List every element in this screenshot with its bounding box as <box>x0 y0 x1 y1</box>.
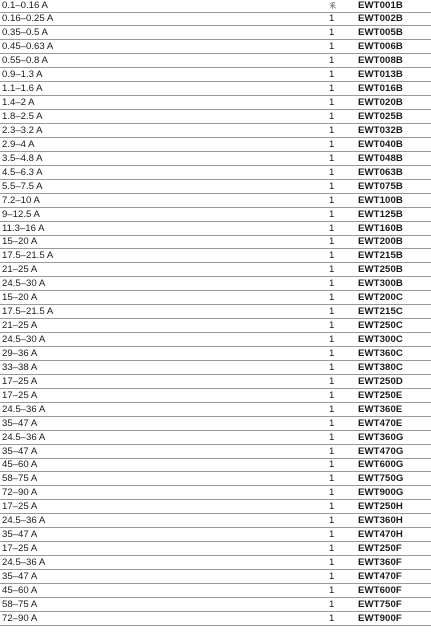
part-number-cell: EWT160B <box>358 222 403 234</box>
quantity-cell: 1 <box>329 111 335 122</box>
part-number-cell: EWT360H <box>358 515 403 527</box>
quantity-cell: 1 <box>329 529 335 541</box>
part-number-cell: EWT250C <box>358 320 403 332</box>
quantity-cell: 1 <box>329 194 335 206</box>
quantity-cell: 1 <box>329 320 335 332</box>
current-range-cell: 35–47 A <box>2 417 38 429</box>
table-row <box>0 598 431 612</box>
current-range-cell: 17–25 A <box>2 543 38 555</box>
quantity-cell: 1 <box>329 445 335 457</box>
table-row <box>0 584 431 598</box>
part-number-cell: EWT360E <box>358 403 403 415</box>
part-number-cell: EWT900G <box>358 487 404 499</box>
part-number-cell: EWT360F <box>358 557 402 568</box>
part-number-cell: EWT200B <box>358 236 403 248</box>
current-range-cell: 21–25 A <box>2 320 38 332</box>
quantity-cell: 1 <box>329 124 335 136</box>
part-number-cell: EWT750G <box>358 473 404 485</box>
current-range-cell: 72–90 A <box>2 612 38 624</box>
part-number-cell: EWT250F <box>358 543 402 555</box>
quantity-cell: 1 <box>329 431 335 443</box>
current-range-cell: 0.9–1.3 A <box>2 69 43 81</box>
part-number-cell: EWT200C <box>358 292 403 304</box>
current-range-cell: 45–60 A <box>2 584 38 596</box>
current-range-cell: 15–20 A <box>2 236 38 248</box>
quantity-cell: 1 <box>329 97 335 109</box>
current-range-cell: 4.5–6.3 A <box>2 166 43 178</box>
current-range-cell: 24.5–36 A <box>2 515 46 527</box>
part-number-cell: EWT250H <box>358 501 403 513</box>
current-range-cell: 0.45–0.63 A <box>2 41 54 53</box>
current-range-cell: 17–25 A <box>2 389 38 401</box>
table-row <box>0 263 431 277</box>
quantity-cell: 1 <box>329 361 335 373</box>
quantity-cell: 1 <box>329 557 335 568</box>
quantity-cell: 1 <box>329 487 335 499</box>
part-number-cell: EWT063B <box>358 166 403 178</box>
table-row <box>0 459 431 473</box>
table-row <box>0 472 431 486</box>
quantity-cell: 釆 <box>329 2 336 10</box>
table-row <box>0 486 431 500</box>
quantity-cell: 1 <box>329 166 335 178</box>
table-row <box>0 96 431 110</box>
current-range-cell: 24.5–36 A <box>2 403 46 415</box>
part-number-cell: EWT075B <box>358 180 403 192</box>
table-row <box>0 361 431 375</box>
part-number-cell: EWT360C <box>358 347 403 359</box>
quantity-cell: 1 <box>329 459 335 471</box>
current-range-cell: 17.5–21.5 A <box>2 250 54 262</box>
quantity-cell: 1 <box>329 334 335 345</box>
quantity-cell: 1 <box>329 264 335 276</box>
quantity-cell: 1 <box>329 375 335 387</box>
quantity-cell: 1 <box>329 515 335 527</box>
current-range-cell: 0.16–0.25 A <box>2 13 54 25</box>
current-range-cell: 24.5–30 A <box>2 334 46 345</box>
part-number-cell: EWT008B <box>358 55 403 67</box>
current-range-cell: 58–75 A <box>2 598 38 610</box>
table-row <box>0 403 431 417</box>
current-range-cell: 17–25 A <box>2 375 38 387</box>
current-range-cell: 0.1–0.16 A <box>2 0 48 11</box>
quantity-cell: 1 <box>329 180 335 192</box>
table-row <box>0 375 431 389</box>
table-row <box>0 291 431 305</box>
table-row <box>0 556 431 570</box>
part-number-cell: EWT470H <box>358 529 403 541</box>
table-row <box>0 166 431 180</box>
part-number-cell: EWT470F <box>358 570 402 582</box>
part-number-cell: EWT025B <box>358 111 403 122</box>
current-range-cell: 1.4–2 A <box>2 97 35 109</box>
current-range-cell: 2.3–3.2 A <box>2 124 43 136</box>
table-row <box>0 236 431 250</box>
quantity-cell: 1 <box>329 570 335 582</box>
part-number-cell: EWT360G <box>358 431 404 443</box>
table-row <box>0 347 431 361</box>
table-row <box>0 612 431 626</box>
table-row <box>0 542 431 556</box>
part-number-cell: EWT032B <box>358 124 403 136</box>
part-number-cell: EWT002B <box>358 13 403 25</box>
part-number-cell: EWT215C <box>358 306 403 318</box>
quantity-cell: 1 <box>329 598 335 610</box>
current-range-cell: 11.3–16 A <box>2 222 45 234</box>
part-number-cell: EWT013B <box>358 69 403 81</box>
quantity-cell: 1 <box>329 208 335 220</box>
table-row <box>0 277 431 291</box>
quantity-cell: 1 <box>329 69 335 81</box>
table-row <box>0 40 431 54</box>
table-row <box>0 319 431 333</box>
quantity-cell: 1 <box>329 83 335 95</box>
part-number-cell: EWT016B <box>358 83 403 95</box>
quantity-cell: 1 <box>329 13 335 25</box>
part-number-cell: EWT380C <box>358 361 403 373</box>
current-range-cell: 17.5–21.5 A <box>2 306 54 318</box>
current-range-cell: 1.8–2.5 A <box>2 111 43 122</box>
current-range-cell: 0.35–0.5 A <box>2 27 48 39</box>
quantity-cell: 1 <box>329 27 335 39</box>
current-range-cell: 5.5–7.5 A <box>2 180 43 192</box>
quantity-cell: 1 <box>329 612 335 624</box>
quantity-cell: 1 <box>329 584 335 596</box>
part-number-cell: EWT600F <box>358 584 402 596</box>
table-row <box>0 222 431 236</box>
quantity-cell: 1 <box>329 417 335 429</box>
part-number-cell: EWT300B <box>358 278 403 290</box>
table-row <box>0 68 431 82</box>
quantity-cell: 1 <box>329 389 335 401</box>
quantity-cell: 1 <box>329 543 335 555</box>
current-range-cell: 1.1–1.6 A <box>2 83 43 95</box>
current-range-cell: 3.5–4.8 A <box>2 152 43 164</box>
part-number-cell: EWT250E <box>358 389 403 401</box>
table-row <box>0 305 431 319</box>
table-row <box>0 570 431 584</box>
part-number-cell: EWT100B <box>358 194 403 206</box>
table-row <box>0 417 431 431</box>
quantity-cell: 1 <box>329 501 335 513</box>
current-range-cell: 24.5–30 A <box>2 278 46 290</box>
table-row <box>0 0 431 13</box>
current-range-cell: 35–47 A <box>2 445 38 457</box>
part-number-cell: EWT250D <box>358 375 403 387</box>
table-row <box>0 180 431 194</box>
current-range-cell: 24.5–36 A <box>2 431 46 443</box>
table-row <box>0 194 431 208</box>
quantity-cell: 1 <box>329 55 335 67</box>
current-range-cell: 72–90 A <box>2 487 38 499</box>
part-number-cell: EWT006B <box>358 41 403 53</box>
quantity-cell: 1 <box>329 152 335 164</box>
table-row <box>0 500 431 514</box>
part-number-cell: EWT020B <box>358 97 403 109</box>
quantity-cell: 1 <box>329 292 335 304</box>
current-range-cell: 15–20 A <box>2 292 38 304</box>
table-row <box>0 208 431 222</box>
part-number-cell: EWT040B <box>358 138 403 150</box>
current-range-cell: 29–36 A <box>2 347 38 359</box>
table-row <box>0 124 431 138</box>
table-row <box>0 431 431 445</box>
quantity-cell: 1 <box>329 403 335 415</box>
part-number-cell: EWT300C <box>358 334 403 345</box>
table-row <box>0 110 431 124</box>
table-row <box>0 333 431 347</box>
current-range-cell: 0.55–0.8 A <box>2 55 48 67</box>
table-row <box>0 13 431 27</box>
current-range-cell: 35–47 A <box>2 570 38 582</box>
table-row <box>0 82 431 96</box>
table-row <box>0 249 431 263</box>
current-range-cell: 45–60 A <box>2 459 38 471</box>
part-number-cell: EWT750F <box>358 598 402 610</box>
table-row <box>0 54 431 68</box>
quantity-cell: 1 <box>329 347 335 359</box>
part-number-cell: EWT470E <box>358 417 403 429</box>
table-row <box>0 445 431 459</box>
quantity-cell: 1 <box>329 222 335 234</box>
current-range-cell: 21–25 A <box>2 264 38 276</box>
table-row <box>0 152 431 166</box>
table-row <box>0 528 431 542</box>
current-range-cell: 2.9–4 A <box>2 138 35 150</box>
table-row <box>0 138 431 152</box>
current-range-cell: 24.5–36 A <box>2 557 46 568</box>
current-range-cell: 35–47 A <box>2 529 38 541</box>
part-number-cell: EWT900F <box>358 612 402 624</box>
current-range-cell: 9–12.5 A <box>2 208 40 220</box>
table-row <box>0 514 431 528</box>
quantity-cell: 1 <box>329 473 335 485</box>
quantity-cell: 1 <box>329 138 335 150</box>
quantity-cell: 1 <box>329 250 335 262</box>
part-number-cell: EWT001B <box>358 0 403 11</box>
current-range-cell: 17–25 A <box>2 501 38 513</box>
current-range-cell: 58–75 A <box>2 473 38 485</box>
part-number-cell: EWT470G <box>358 445 404 457</box>
part-number-cell: EWT125B <box>358 208 403 220</box>
part-number-cell: EWT005B <box>358 27 403 39</box>
part-number-cell: EWT600G <box>358 459 404 471</box>
part-number-cell: EWT048B <box>358 152 403 164</box>
quantity-cell: 1 <box>329 306 335 318</box>
part-number-cell: EWT215B <box>358 250 403 262</box>
current-range-cell: 33–38 A <box>2 361 38 373</box>
part-number-cell: EWT250B <box>358 264 403 276</box>
table-row <box>0 389 431 403</box>
quantity-cell: 1 <box>329 41 335 53</box>
quantity-cell: 1 <box>329 236 335 248</box>
table-row <box>0 26 431 40</box>
quantity-cell: 1 <box>329 278 335 290</box>
current-range-cell: 7.2–10 A <box>2 194 40 206</box>
